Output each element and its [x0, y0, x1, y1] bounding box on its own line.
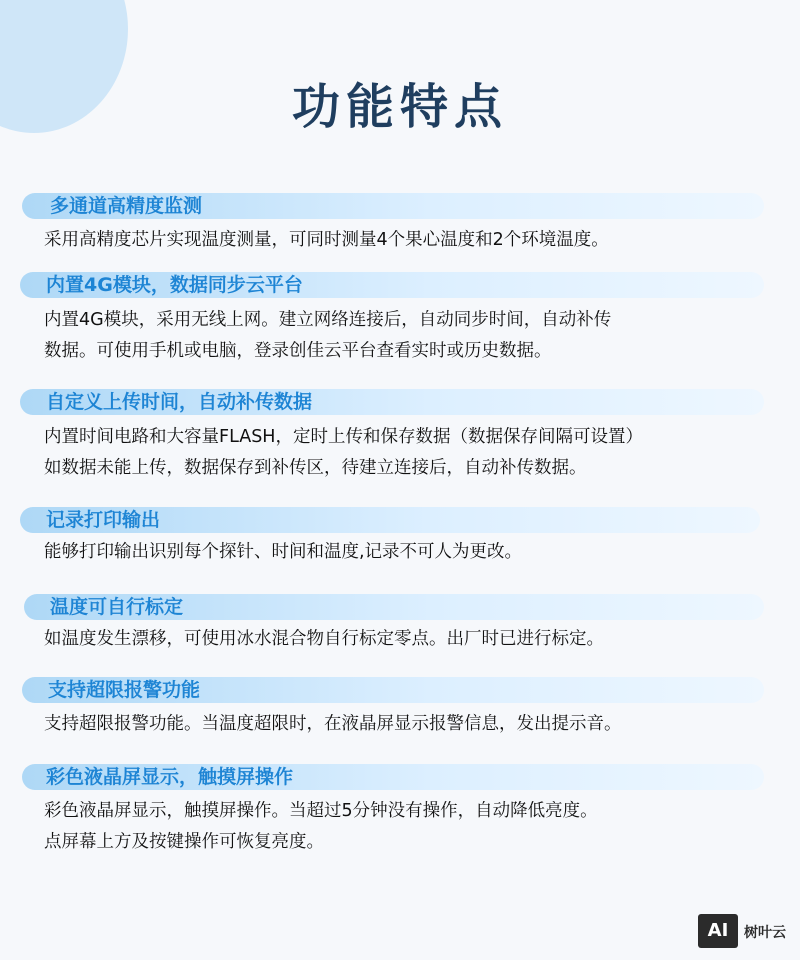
description-line: 支持超限报警功能。当温度超限时，在液晶屏显示报警信息，发出提示音。: [44, 714, 622, 734]
description-line: 内置时间电路和大容量FLASH，定时上传和保存数据（数据保存间隔可设置）: [44, 427, 643, 447]
description-line: 彩色液晶屏显示，触摸屏操作。当超过5分钟没有操作，自动降低亮度。: [44, 801, 598, 821]
feature-heading: 记录打印输出: [46, 509, 161, 531]
description-line: 点屏幕上方及按键操作可恢复亮度。: [44, 832, 324, 852]
feature-heading: 支持超限报警功能: [48, 679, 201, 701]
description-line: 采用高精度芯片实现温度测量，可同时测量4个果心温度和2个环境温度。: [44, 230, 609, 250]
feature-description: [44, 709, 784, 740]
feature-description: [44, 225, 784, 256]
feature-heading: 温度可自行标定: [50, 596, 184, 618]
feature-description: [44, 624, 784, 655]
description-line: 数据。可使用手机或电脑，登录创佳云平台查看实时或历史数据。: [44, 341, 552, 361]
feature-description: [44, 796, 784, 858]
description-line: 内置4G模块，采用无线上网。建立网络连接后，自动同步时间，自动补传: [44, 310, 612, 330]
feature-description: [44, 422, 784, 484]
description-line: 能够打印输出识别每个探针、时间和温度,记录不可人为更改。: [44, 542, 523, 562]
description-line: 如数据未能上传，数据保存到补传区，待建立连接后，自动补传数据。: [44, 458, 587, 478]
feature-heading: 内置4G模块，数据同步云平台: [46, 274, 303, 296]
watermark-label: 树叶云: [744, 925, 786, 941]
feature-heading: 彩色液晶屏显示，触摸屏操作: [46, 766, 294, 788]
feature-heading: 多通道高精度监测: [50, 195, 203, 217]
description-line: 如温度发生漂移，可使用冰水混合物自行标定零点。出厂时已进行标定。: [44, 629, 604, 649]
feature-description: [44, 305, 784, 367]
page-title: 功能特点: [291, 79, 508, 135]
watermark-logo-icon: AI: [698, 914, 738, 948]
feature-heading: 自定义上传时间，自动补传数据: [46, 391, 313, 413]
feature-description: [44, 537, 784, 568]
